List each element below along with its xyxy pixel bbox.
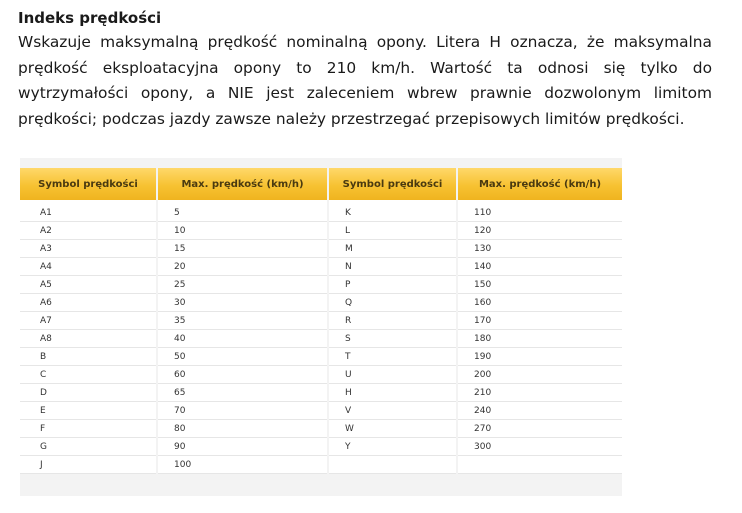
cell-speed-symbol: A2 <box>20 222 157 240</box>
cell-speed-symbol-2: U <box>328 366 457 384</box>
cell-speed-symbol-2: R <box>328 312 457 330</box>
cell-speed-symbol: A7 <box>20 312 157 330</box>
cell-speed-symbol: A4 <box>20 258 157 276</box>
cell-speed-symbol: J <box>20 456 157 474</box>
table-row <box>20 258 622 276</box>
cell-max-speed-2: 210 <box>457 384 622 402</box>
table-row <box>20 276 622 294</box>
header-speed-symbol-2: Symbol prędkości <box>328 168 457 200</box>
cell-speed-symbol-2: W <box>328 420 457 438</box>
cell-max-speed-2: 190 <box>457 348 622 366</box>
cell-max-speed: 100 <box>157 456 328 474</box>
cell-max-speed: 60 <box>157 366 328 384</box>
speed-index-table-panel <box>20 158 622 496</box>
cell-speed-symbol-2: L <box>328 222 457 240</box>
cell-max-speed: 5 <box>157 200 328 222</box>
speed-index-table <box>20 168 622 474</box>
header-max-speed-2: Max. prędkość (km/h) <box>457 168 622 200</box>
cell-max-speed: 90 <box>157 438 328 456</box>
cell-max-speed: 40 <box>157 330 328 348</box>
cell-speed-symbol: A8 <box>20 330 157 348</box>
cell-speed-symbol: C <box>20 366 157 384</box>
cell-max-speed: 25 <box>157 276 328 294</box>
cell-speed-symbol: A6 <box>20 294 157 312</box>
cell-max-speed-2: 130 <box>457 240 622 258</box>
cell-speed-symbol-2: V <box>328 402 457 420</box>
cell-speed-symbol: A3 <box>20 240 157 258</box>
section-paragraph: Wskazuje maksymalną prędkość nominalną opony. Litera H oznacza, że maksymalna prędkość eksploatacyjna opony to 210 km/h. Wartość ta odnosi się tylko do wytrzymałości opony, a NIE jest zaleceniem wbrew prawnie dozwolonym limitom prędkości; podczas jazdy zawsze należy przestrzegać przepisowych limitów prędkości. <box>18 33 712 128</box>
cell-max-speed: 30 <box>157 294 328 312</box>
cell-max-speed-2: 140 <box>457 258 622 276</box>
table-row <box>20 420 622 438</box>
table-row <box>20 402 622 420</box>
cell-speed-symbol-2: H <box>328 384 457 402</box>
cell-speed-symbol: G <box>20 438 157 456</box>
cell-max-speed: 65 <box>157 384 328 402</box>
cell-max-speed: 35 <box>157 312 328 330</box>
cell-speed-symbol: B <box>20 348 157 366</box>
table-row <box>20 348 622 366</box>
table-row <box>20 222 622 240</box>
cell-max-speed-2: 240 <box>457 402 622 420</box>
cell-speed-symbol-2: M <box>328 240 457 258</box>
header-max-speed: Max. prędkość (km/h) <box>157 168 328 200</box>
cell-speed-symbol-2: T <box>328 348 457 366</box>
cell-max-speed: 50 <box>157 348 328 366</box>
table-row <box>20 330 622 348</box>
cell-max-speed: 20 <box>157 258 328 276</box>
header-speed-symbol: Symbol prędkości <box>20 168 157 200</box>
table-row <box>20 384 622 402</box>
document-body <box>18 6 712 132</box>
table-row <box>20 456 622 474</box>
table-row <box>20 240 622 258</box>
cell-max-speed-2: 300 <box>457 438 622 456</box>
table-row <box>20 312 622 330</box>
cell-speed-symbol: F <box>20 420 157 438</box>
cell-max-speed-2: 150 <box>457 276 622 294</box>
cell-speed-symbol-2: N <box>328 258 457 276</box>
cell-speed-symbol-2: S <box>328 330 457 348</box>
cell-max-speed: 70 <box>157 402 328 420</box>
table-row <box>20 366 622 384</box>
cell-speed-symbol-2: Q <box>328 294 457 312</box>
section-heading: Indeks prędkości <box>18 9 162 27</box>
table-row <box>20 294 622 312</box>
cell-max-speed-2: 270 <box>457 420 622 438</box>
table-row <box>20 200 622 222</box>
cell-max-speed-2: 180 <box>457 330 622 348</box>
cell-speed-symbol: E <box>20 402 157 420</box>
cell-max-speed-2: 200 <box>457 366 622 384</box>
cell-speed-symbol: A1 <box>20 200 157 222</box>
cell-speed-symbol-2: K <box>328 200 457 222</box>
cell-max-speed: 10 <box>157 222 328 240</box>
cell-speed-symbol: D <box>20 384 157 402</box>
cell-max-speed: 80 <box>157 420 328 438</box>
cell-speed-symbol-2: P <box>328 276 457 294</box>
cell-max-speed: 15 <box>157 240 328 258</box>
cell-speed-symbol-2 <box>328 456 457 474</box>
cell-max-speed-2: 160 <box>457 294 622 312</box>
cell-max-speed-2: 110 <box>457 200 622 222</box>
cell-max-speed-2: 170 <box>457 312 622 330</box>
cell-speed-symbol-2: Y <box>328 438 457 456</box>
table-body <box>20 200 622 474</box>
table-header-row <box>20 168 622 200</box>
cell-max-speed-2 <box>457 456 622 474</box>
cell-max-speed-2: 120 <box>457 222 622 240</box>
cell-speed-symbol: A5 <box>20 276 157 294</box>
table-row <box>20 438 622 456</box>
